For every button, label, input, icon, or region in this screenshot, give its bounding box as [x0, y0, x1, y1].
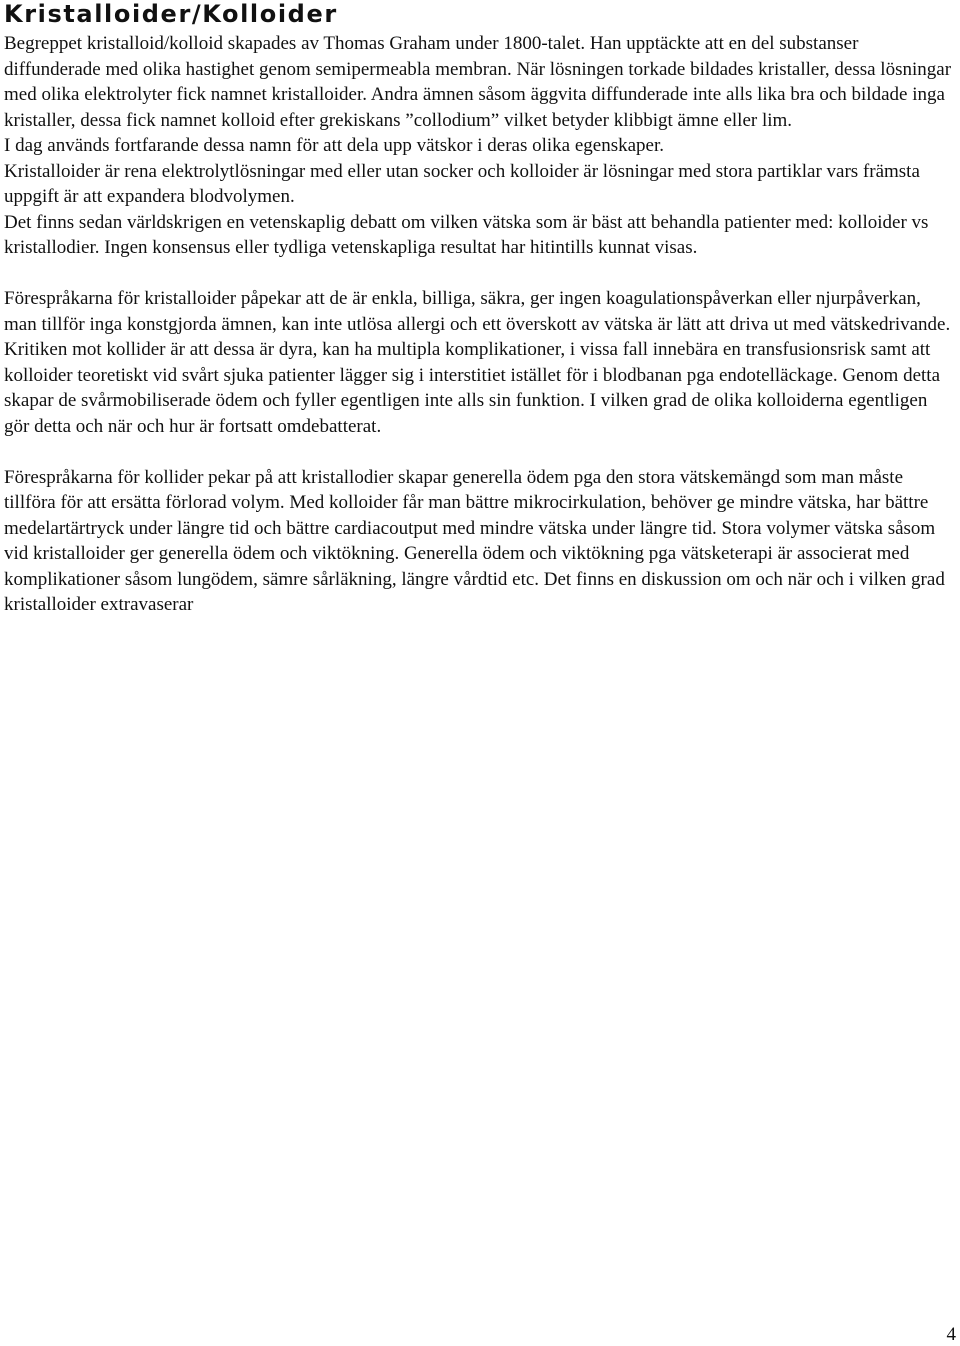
paragraph-spacer — [4, 261, 956, 287]
paragraph-origin: Begreppet kristalloid/kolloid skapades av Thomas Graham under 1800-talet. Han upptäckte att en del substanser diffunderade med olika hastighet genom semipermeabla membran. När lösningen torkade bildades kristaller, dessa lösningar med olika elektrolyter fick namnet kristalloider. Andra ämnen såsom äggvita diffunderade inte alls lika bra och bildade inga kristaller, dessa fick namnet kolloid efter grekiskans ”collodium” vilket betyder klibbigt ämne eller lim. — [4, 33, 952, 131]
document-title: Kristalloider/Kolloider — [4, 0, 338, 28]
paragraph-crystalloid-advocates: Förespråkarna för kristalloider påpekar att de är enkla, billiga, säkra, ger ingen koagulationspåverkan eller njurpåverkan, man tillför inga konstgjorda ämnen, kan inte utlösa allergi och ett överskott av vätska är lätt att driva ut med vätskedrivande. Kritiken mot kollider är att dessa är dyra, kan ha multipla komplikationer, i vissa fall innebära en transfusionsrisk samt att kolloider teoretiskt vid svårt sjuka patienter lägger sig i interstitiet istället för i blodbanan pga endotelläckage. Genom detta skapar de svårmobiliserade ödem och fyller egentligen inte alls sin funktion. I vilken grad de olika kolloiderna egentligen gör detta och när och hur är fortsatt omdebatterat. — [4, 288, 951, 437]
document-page — [4, 0, 956, 618]
page-number: 4 — [946, 1324, 956, 1345]
paragraph-spacer — [4, 439, 956, 465]
paragraph-colloid-advocates: Förespråkarna för kollider pekar på att kristallodier skapar generella ödem pga den stora vätskemängd som man måste tillföra för att ersätta förlorad volym. Med kolloider får man bättre mikrocirkulation, behöver ge mindre vätska, har bättre medelartärtryck under längre tid och bättre cardiacoutput med mindre vätska under längre tid. Stora volymer vätska såsom vid kristalloider ger generella ödem och viktökning. Generella ödem och viktökning pga vätsketerapi är associerat med komplikationer såsom lungödem, sämre sårläkning, längre vårdtid etc. Det finns en diskussion om och när och i vilken grad kristalloider extravaserar — [4, 466, 945, 615]
paragraph-usage-today: I dag används fortfarande dessa namn för att dela upp vätskor i deras olika egenskaper. — [4, 135, 665, 156]
paragraph-definitions: Kristalloider är rena elektrolytlösningar med eller utan socker och kolloider är lösningar med stora partiklar vars främsta uppgift är att expandera blodvolymen. — [4, 160, 920, 207]
paragraph-debate: Det finns sedan världskrigen en vetenskaplig debatt om vilken vätska som är bäst att behandla patienter med: kolloider vs kristallodier. Ingen konsensus eller tydliga vetenskapliga resultat har hitintills kunnat visas. — [4, 211, 929, 258]
document-body — [4, 28, 956, 618]
